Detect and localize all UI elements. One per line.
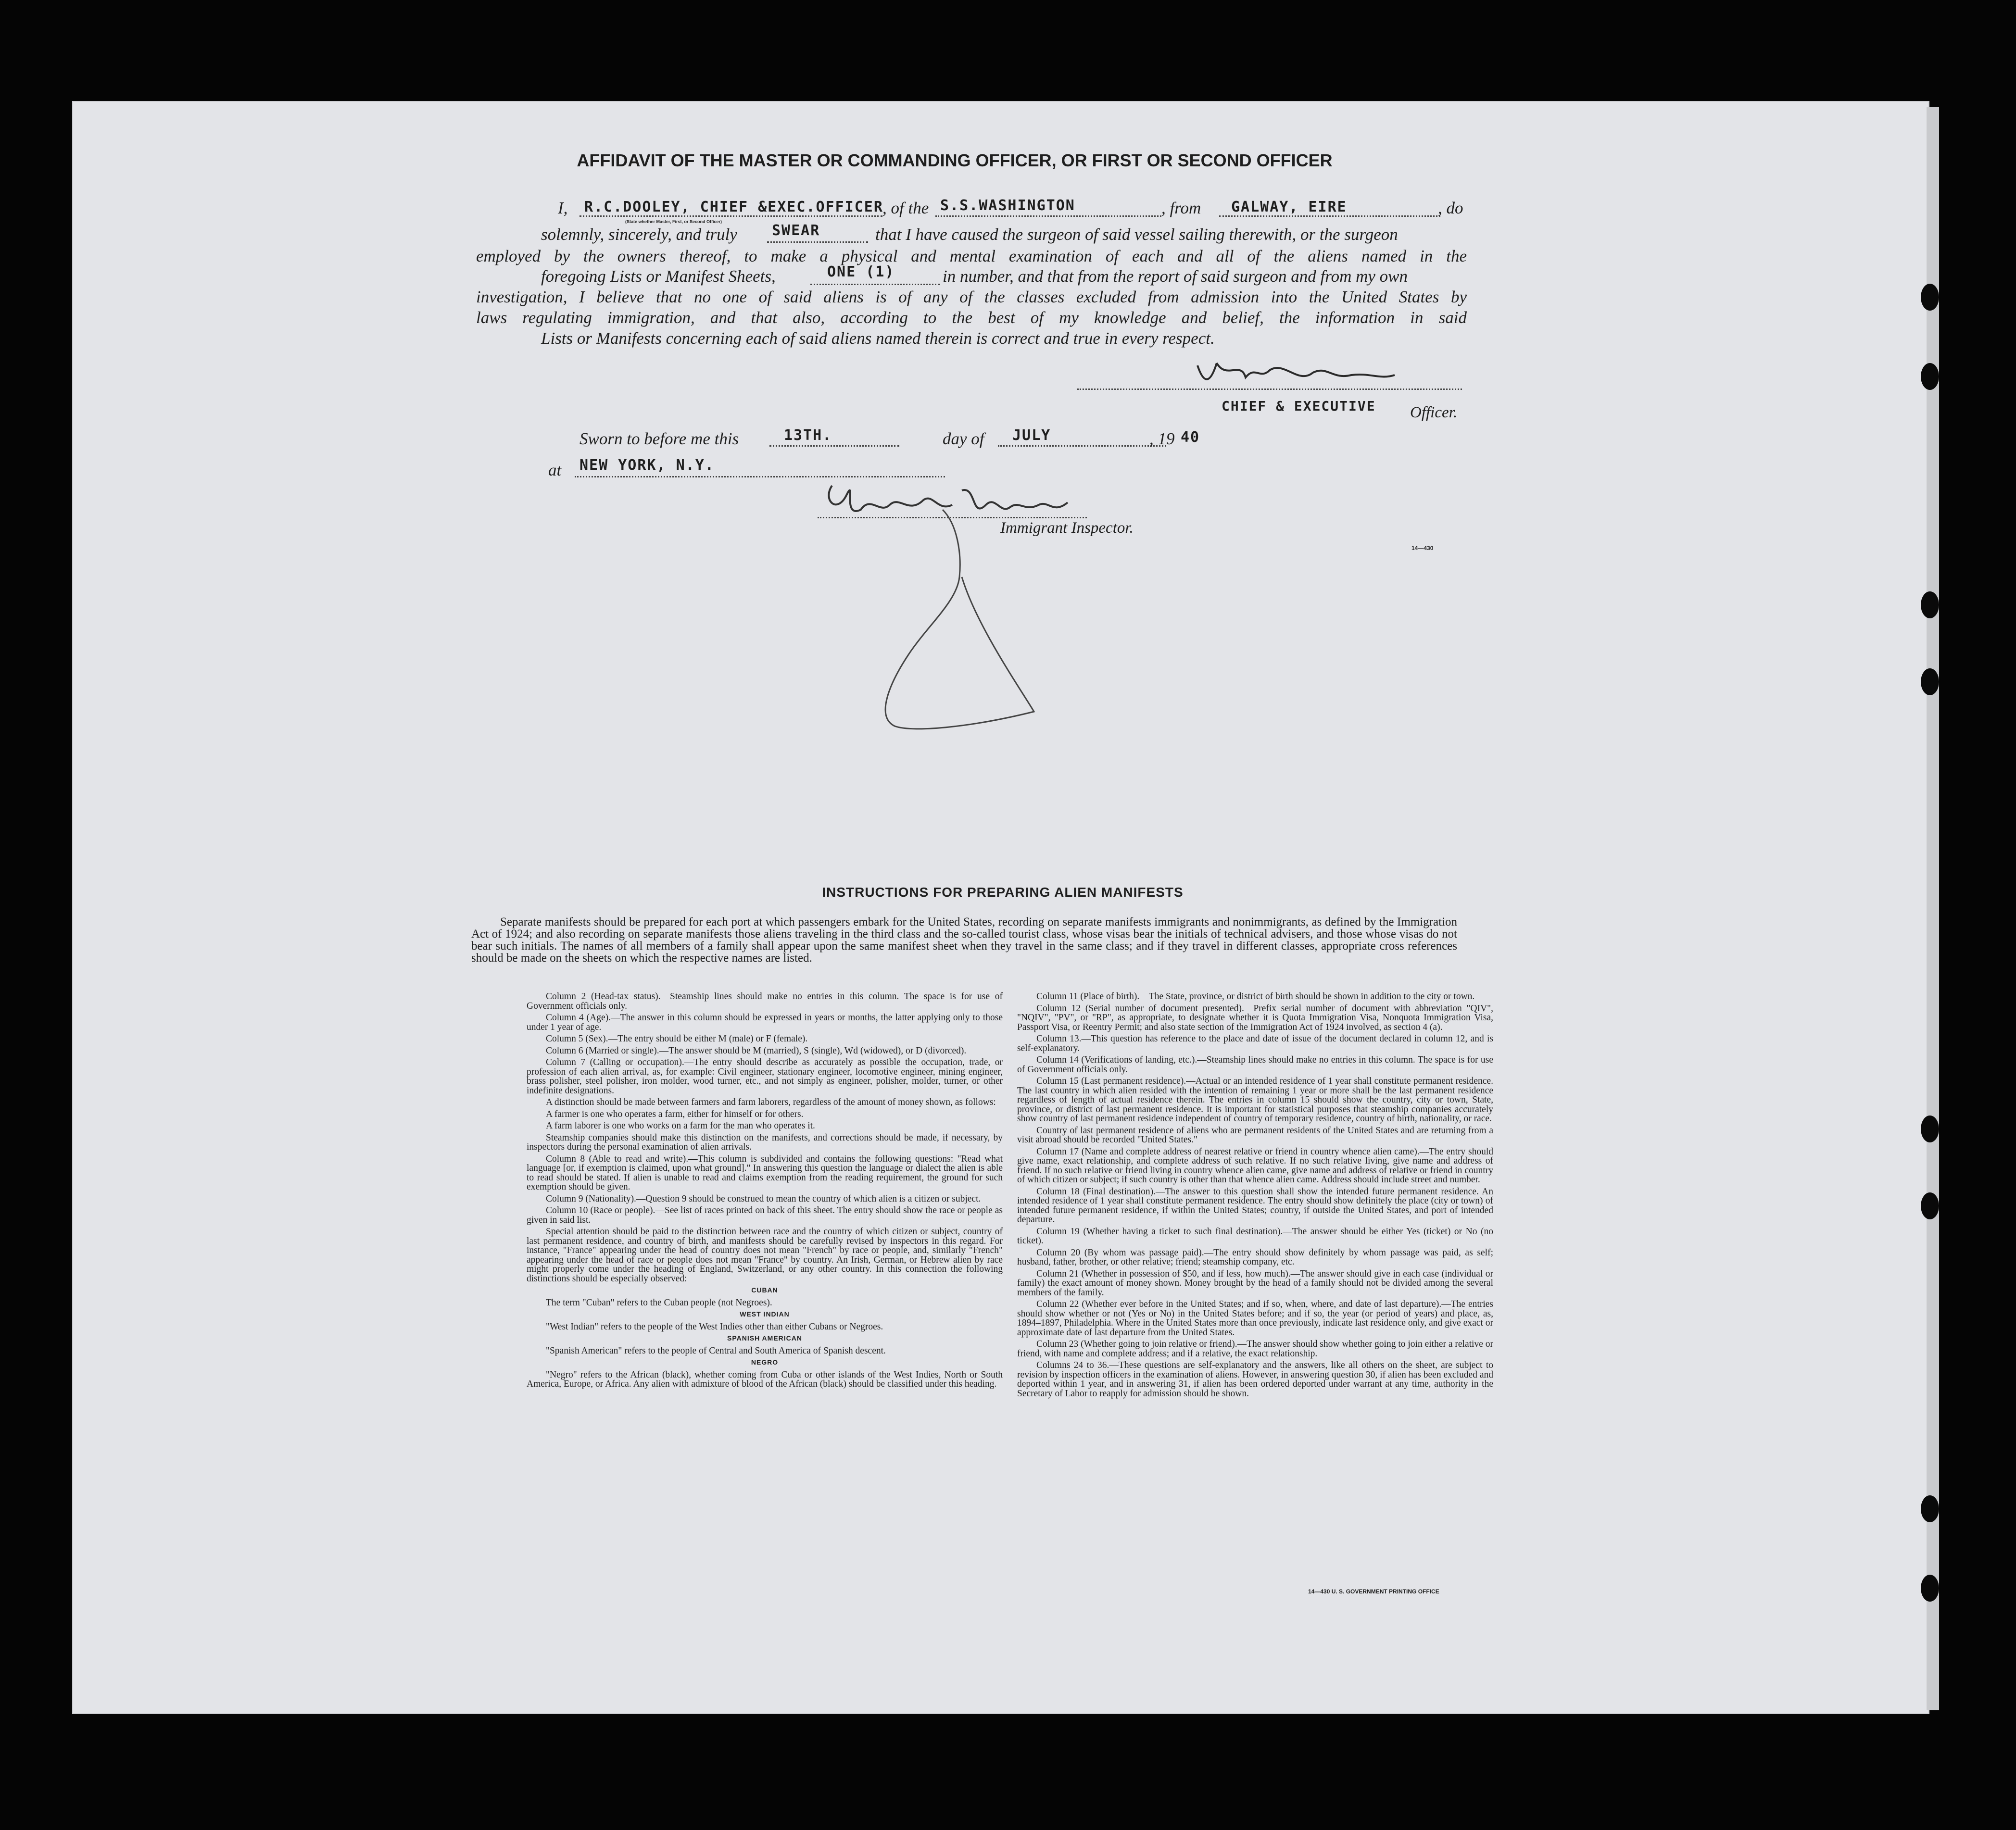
instruction-paragraph: A distinction should be made between farmers and farm laborers, regardless of the amount of money shown, as follows: [546,1097,996,1107]
instructions-left-column [527,992,1003,1391]
heading-west-indian: WEST INDIAN [740,1310,790,1318]
sworn-day-line [769,445,899,447]
vessel-line [935,215,1161,217]
sworn-label: Sworn to before me this [580,429,739,448]
officer-signature [1188,351,1457,394]
sheet-count-line [810,284,940,285]
instructions-intro: Separate manifests should be prepared for each port at which passengers embark for the United States, recording on separate manifests immigrants and nonimmigrants, as defined by the Immigration Act of 1924; and also recording on separate manifests those aliens traveling in the third class and the so-called tourist class, whose visas bear the initials of technical advisers, and those whose visas do not bear such initials. The names of all members of a family shall appear upon the same manifest sheet when they travel in the same class; and if they travel in different classes, appropriate cross references should be made on the sheets on which the respective names are listed. [471,915,1457,965]
officer-name: R.C.DOOLEY, CHIEF &EXEC.OFFICER [584,199,883,215]
binder-hole-icon [1921,668,1939,695]
inspector-signature [818,466,1154,745]
sheet-count: ONE (1) [827,263,895,280]
departure-port: GALWAY, EIRE [1231,199,1347,215]
inspector-signature-line [818,517,1087,518]
form-number: 14—430 [1411,545,1434,552]
instruction-paragraph: Column 20 (By whom was passage paid).—The entry should show definitely by whom passage was paid, as self; husband, father, brother, or other relative; friend; steamship company, etc. [1017,1247,1493,1267]
sworn-month-line [998,445,1166,447]
vessel-name: S.S.WASHINGTON [940,197,1075,214]
oath-word: SWEAR [772,222,820,239]
signer-title: CHIEF & EXECUTIVE [1222,398,1376,414]
sworn-month: JULY [1012,427,1051,444]
instruction-paragraph: Column 5 (Sex).—The entry should be either M (male) or F (female). [546,1034,808,1044]
officer-signature-line [1077,389,1462,390]
instruction-paragraph: "West Indian" refers to the people of the West Indies other than either Cubans or Negroes. [546,1321,883,1332]
instruction-paragraph: Column 11 (Place of birth).—The State, province, or district of birth should be shown in addition to the city or town. [1036,991,1475,1002]
officer-suffix: Officer. [1410,404,1458,421]
officer-name-line [580,215,882,217]
instruction-paragraph: Column 10 (Race or people).—See list of races printed on back of this sheet. The entry should show the race or people as given in said list. [527,1205,1003,1225]
affidavit-word-from: , from [1161,199,1201,217]
instruction-paragraph: Column 9 (Nationality).—Question 9 should be construed to mean the country of which alien is a citizen or subject. [546,1193,981,1204]
instruction-paragraph: Special attention should be paid to the distinction between race and the country of which citizen or subject, country of last permanent residence, and country of birth, and manifests should be carefully revised by inspectors in this regard. For instance, "France" appearing under the head of country does not mean "French" by race or people, and, similarly "French" appearing under the head of race or people does not mean "France" by country. An Irish, German, or Hebrew alien by race might properly come under the heading of England, Switzerland, or any other country. In this connection the following distinctions should be especially observed: [527,1227,1003,1284]
instruction-paragraph: Column 18 (Final destination).—The answer to this question shall show the intended future permanent residence. An intended residence of 1 year shall constitute permanent residence. The entry should show definitely the place (city or town) of intended future permanent residence, if within the United States; country, if outside the United States, and port of intended departure. [1017,1186,1493,1225]
binder-hole-icon [1921,363,1939,390]
binder-hole-icon [1921,284,1939,311]
instruction-paragraph: "Negro" refers to the African (black), whether coming from Cuba or other islands of the West Indies, North or South America, Europe, or Africa. Any alien with admixture of blood of the African (black) should be classified under this heading. [527,1369,1003,1389]
at-label: at [548,461,562,479]
affidavit-line4-post: in number, and that from the report of said surgeon and from my own [943,267,1408,286]
sheet-edge [1927,107,1939,1710]
affidavit-line6: laws regulating immigration, and that also, according to the best of my knowledge and belief, the information in said [476,308,1467,327]
instruction-paragraph: Column 22 (Whether ever before in the United States; and if so, when, where, and date of last departure).—The entries should show whether or not (Yes or No) in the United States before; and if so, the year (or period of years) and place, as, 1894–1897, Philadelphia. Where in the United States more than once previously, indicate last residence only, and give exact or approximate date of last departure from the United States. [1017,1299,1493,1338]
instruction-paragraph: Column 8 (Able to read and write).—This column is subdivided and contains the following questions: "Read what language [or, if exemption is claimed, upon what ground]." In answering this question the language or dialect the alien is able to read should be stated. If alien is unable to read and claims exemption from the reading requirement, the ground for such exemption should be given. [527,1153,1003,1192]
instruction-paragraph: Column 4 (Age).—The answer in this column should be expressed in years or months, the latter applying only to those under 1 year of age. [527,1013,1003,1032]
heading-spanish-american: SPANISH AMERICAN [727,1334,802,1342]
instruction-paragraph: Country of last permanent residence of aliens who are permanent residents of the United States and are returning from a visit abroad should be recorded "United States." [1017,1125,1493,1145]
instruction-paragraph: Column 21 (Whether in possession of $50, and if less, how much).—The answer should give in each case (individual or family) the exact amount of money shown. Money brought by the head of a family should not be divided among the several members of the family. [1017,1268,1493,1298]
instruction-paragraph: Steamship companies should make this distinction on the manifests, and corrections should be made, if necessary, by inspectors during the personal examination of alien arrivals. [527,1132,1003,1152]
binder-hole-icon [1921,1116,1939,1142]
instruction-paragraph: "Spanish American" refers to the people of Central and South America of Spanish descent. [546,1345,886,1356]
affidavit-line3: employed by the owners thereof, to make a physical and mental examination of each and all of the aliens named in the [476,247,1467,265]
oath-line [767,241,868,243]
instruction-paragraph: A farm laborer is one who works on a farm for the man who operates it. [546,1121,815,1131]
instruction-paragraph: Column 2 (Head-tax status).—Steamship lines should make no entries in this column. The space is for use of Government officials only. [527,991,1003,1011]
instructions-right-column [1017,992,1493,1401]
officer-rank-note: (State whether Master, First, or Second Officer) [625,219,722,224]
sworn-year: 40 [1181,429,1200,446]
instruction-paragraph: Column 6 (Married or single).—The answer should be M (married), S (single), Wd (widowed), or D (divorced). [546,1045,967,1056]
instruction-paragraph: The term "Cuban" refers to the Cuban people (not Negroes). [546,1297,772,1308]
instruction-paragraph: A farmer is one who operates a farm, either for himself or for others. [546,1109,804,1119]
sworn-day: 13TH. [784,427,832,444]
port-line [1219,215,1440,217]
affidavit-word-of-the: , of the [882,199,929,217]
instructions-title: INSTRUCTIONS FOR PREPARING ALIEN MANIFESTS [822,885,1184,900]
printing-office-footer: 14—430 U. S. GOVERNMENT PRINTING OFFICE [1308,1588,1439,1595]
instruction-paragraph: Column 19 (Whether having a ticket to such final destination).—The answer should be either Yes (ticket) or No (no ticket). [1017,1226,1493,1246]
affidavit-word-i: I, [558,199,568,217]
heading-cuban: CUBAN [751,1286,778,1294]
binder-hole-icon [1921,1575,1939,1602]
affidavit-line4-pre: foregoing Lists or Manifest Sheets, [541,267,776,286]
affidavit-line2-pre: solemnly, sincerely, and truly [541,225,737,244]
binder-hole-icon [1921,1192,1939,1219]
instruction-paragraph: Column 17 (Name and complete address of nearest relative or friend in country whence alien came).—The entry should give name, exact relationship, and complete address of such relative. If no such relative living, give name and address of friend. If no such relative or friend living in country whence alien came, give name and address of relative or friend in country of which citizen or subject; if such country is other than that whence alien came. Address should include street and number. [1017,1146,1493,1185]
instruction-paragraph: Column 15 (Last permanent residence).—Actual or an intended residence of 1 year shall constitute permanent residence. The last country in which alien resided with the intention of remaining 1 year or more shall be the last permanent residence regardless of length of actual residence therein. The entries in column 15 should show the country, city or town, State, province, or district of last permanent residence. It is important for statistical purposes that steamship companies accurately show country of last permanent residence independent of country of temporary residence, country of birth, nationality, or race. [1017,1076,1493,1124]
instruction-paragraph: Column 13.—This question has reference to the place and date of issue of the document declared in column 12, and is self-explanatory. [1017,1034,1493,1053]
affidavit-word-do: , do [1438,199,1463,217]
day-of-label: day of [943,429,984,448]
affidavit-line2-post: that I have caused the surgeon of said vessel sailing therewith, or the surgeon [875,225,1398,244]
inspector-label: Immigrant Inspector. [1000,519,1134,537]
sworn-place: NEW YORK, N.Y. [580,457,715,474]
instruction-paragraph: Column 12 (Serial number of document presented).—Prefix serial number of document with abbreviation "QIV", "NQIV", "PV", or "RP", as appropriate, to designate whether it is Quota Immigration Visa, Nonquota Immigration Visa, Passport Visa, or Reentry Permit; and also state section of the Immigration Act of 1924 involved, as section 4 (a). [1017,1003,1493,1032]
affidavit-title: AFFIDAVIT OF THE MASTER OR COMMANDING OFFICER, OR FIRST OR SECOND OFFICER [577,150,1333,170]
instruction-paragraph: Columns 24 to 36.—These questions are self-explanatory and the answers, like all others on the sheet, are subject to revision by inspection officers in the examination of aliens. However, in answering question 30, if alien has been excluded and deported within 1 year, and in answering 31, if alien has been ordered deported under warrant at any time, authority in the Secretary of Labor to reapply for admission should be shown. [1017,1360,1493,1399]
instruction-paragraph: Column 23 (Whether going to join relative or friend).—The answer should show whether going to join either a relative or friend, with name and complete address; and if a relative, the exact relationship. [1017,1339,1493,1359]
instruction-paragraph: Column 14 (Verifications of landing, etc.).—Steamship lines should make no entries in this column. The space is for use of Government officials only. [1017,1055,1493,1075]
heading-negro: NEGRO [751,1358,779,1366]
affidavit-line7: Lists or Manifests concerning each of said aliens named therein is correct and true in every respect. [541,329,1215,348]
binder-hole-icon [1921,1495,1939,1522]
affidavit-line5: investigation, I believe that no one of said aliens is of any of the classes excluded from admission into the United States by [476,288,1467,306]
binder-hole-icon [1921,591,1939,618]
year-prefix: , 19 [1149,429,1175,448]
instruction-paragraph: Column 7 (Calling or occupation).—The entry should describe as accurately as possible the occupation, trade, or profession of each alien arrival, as, for example: Civil engineer, stationary engineer, locomotive engineer, mining engineer, brass polisher, steel polisher, iron molder, wood turner, etc., and not simply as engineer, polisher, molder, turner, or other indefinite designations. [527,1057,1003,1096]
